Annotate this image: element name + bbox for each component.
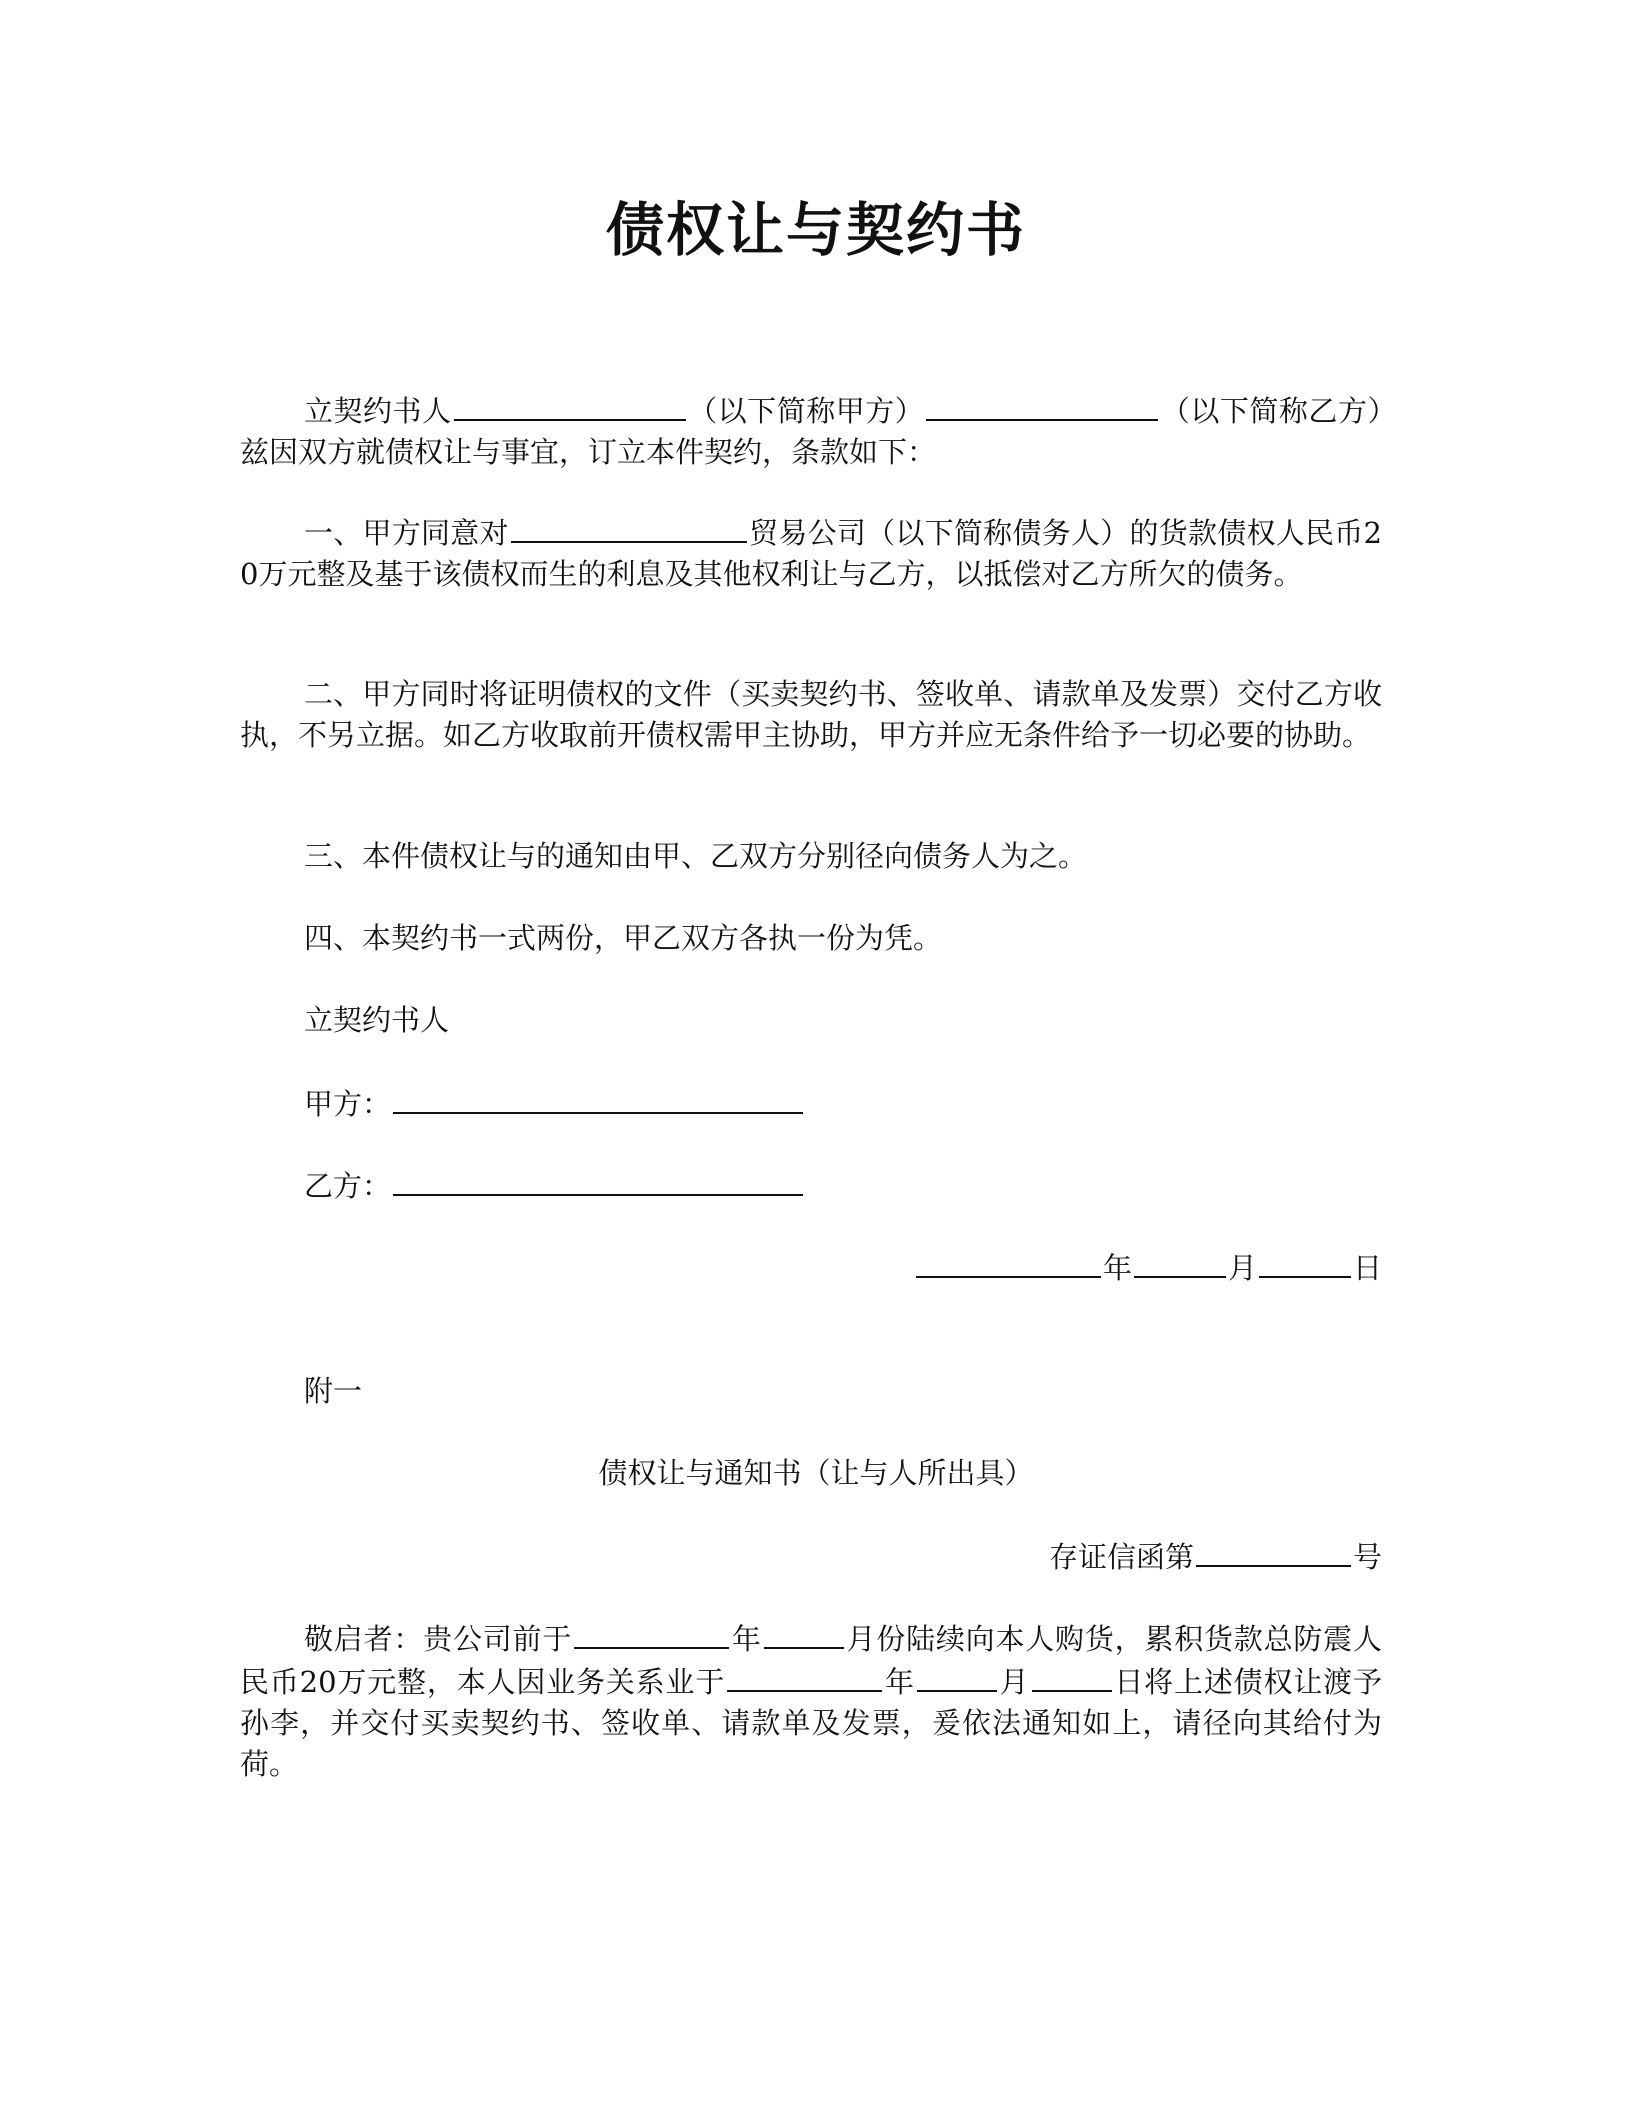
- date-year-label: 年: [1102, 1251, 1132, 1285]
- clause-1-text-1: 一、甲方同意对: [304, 516, 509, 550]
- intro-paragraph: [240, 389, 1382, 473]
- letter-number-line: [1049, 1535, 1382, 1578]
- date-month-label: 月: [1227, 1251, 1257, 1285]
- letter-number-suffix: 号: [1352, 1540, 1382, 1574]
- signing-date-line: [914, 1246, 1382, 1289]
- signers-label: 立契约书人: [304, 1003, 450, 1037]
- transfer-month-blank: [917, 1660, 997, 1692]
- transfer-day-blank: [1032, 1660, 1112, 1692]
- notice-text-3: 月份陆续向本人购货，累积货款总防震人民币20万元整，本人因业务关系业于: [240, 1622, 1382, 1699]
- clause-1: [240, 511, 1382, 595]
- letter-number-prefix: 存证信函第: [1048, 1540, 1194, 1574]
- notice-body: [240, 1617, 1382, 1785]
- clause-2: 二、甲方同时将证明债权的文件（买卖契约书、签收单、请款单及发票）交付乙方收执，不另立据。如乙方收取前开债权需甲主协助，甲方并应无条件给予一切必要的协助。: [240, 677, 1382, 752]
- party-b-signature-blank: [393, 1164, 803, 1196]
- party-a-label: 甲方：: [304, 1087, 392, 1121]
- party-a-name-blank: [454, 389, 686, 421]
- date-day-label: 日: [1352, 1251, 1382, 1285]
- intro-text-3: （以下简称乙方）兹因双方就债权让与事宜，订立本件契约，条款如下：: [240, 394, 1382, 469]
- intro-text-1: 立契约书人: [304, 394, 452, 428]
- notice-text-4: 年: [884, 1665, 915, 1699]
- document-title: 债权让与契约书: [605, 196, 1026, 264]
- date-year-blank: [916, 1246, 1101, 1278]
- clause-3: 三、本件债权让与的通知由甲、乙双方分别径向债务人为之。: [304, 839, 1088, 873]
- party-b-name-blank: [926, 389, 1158, 421]
- notice-text-1: 敬启者：贵公司前于: [304, 1622, 573, 1656]
- transfer-year-blank: [727, 1660, 882, 1692]
- purchase-year-blank: [574, 1617, 729, 1649]
- date-month-blank: [1134, 1246, 1226, 1278]
- notice-text-6: 日将上述债权让渡予孙李，并交付买卖契约书、签收单、请款单及发票，爰依法通知如上，请径向其给付为荷。: [240, 1665, 1382, 1781]
- notice-text-5: 月: [998, 1665, 1030, 1699]
- clause-4: 四、本契约书一式两份，甲乙双方各执一份为凭。: [304, 921, 943, 955]
- party-a-signature-line: [304, 1082, 805, 1125]
- letter-number-blank: [1196, 1535, 1351, 1567]
- company-name-blank: [511, 511, 747, 543]
- date-day-blank: [1259, 1246, 1351, 1278]
- clause-1-text-2: 贸易公司（以下简称债务人）的货款债权人民币20万元整及基于该债权而生的利息及其他权利让与乙方，以抵偿对乙方所欠的债务。: [240, 516, 1382, 591]
- party-b-label: 乙方：: [304, 1169, 392, 1203]
- party-a-signature-blank: [393, 1082, 803, 1114]
- annex-label: 附一: [304, 1374, 363, 1408]
- intro-text-2: （以下简称甲方）: [687, 394, 925, 428]
- purchase-month-blank: [764, 1617, 844, 1649]
- notice-title: 债权让与通知书（让与人所出具）: [598, 1456, 1034, 1490]
- party-b-signature-line: [304, 1164, 805, 1207]
- notice-text-2: 年: [731, 1622, 762, 1656]
